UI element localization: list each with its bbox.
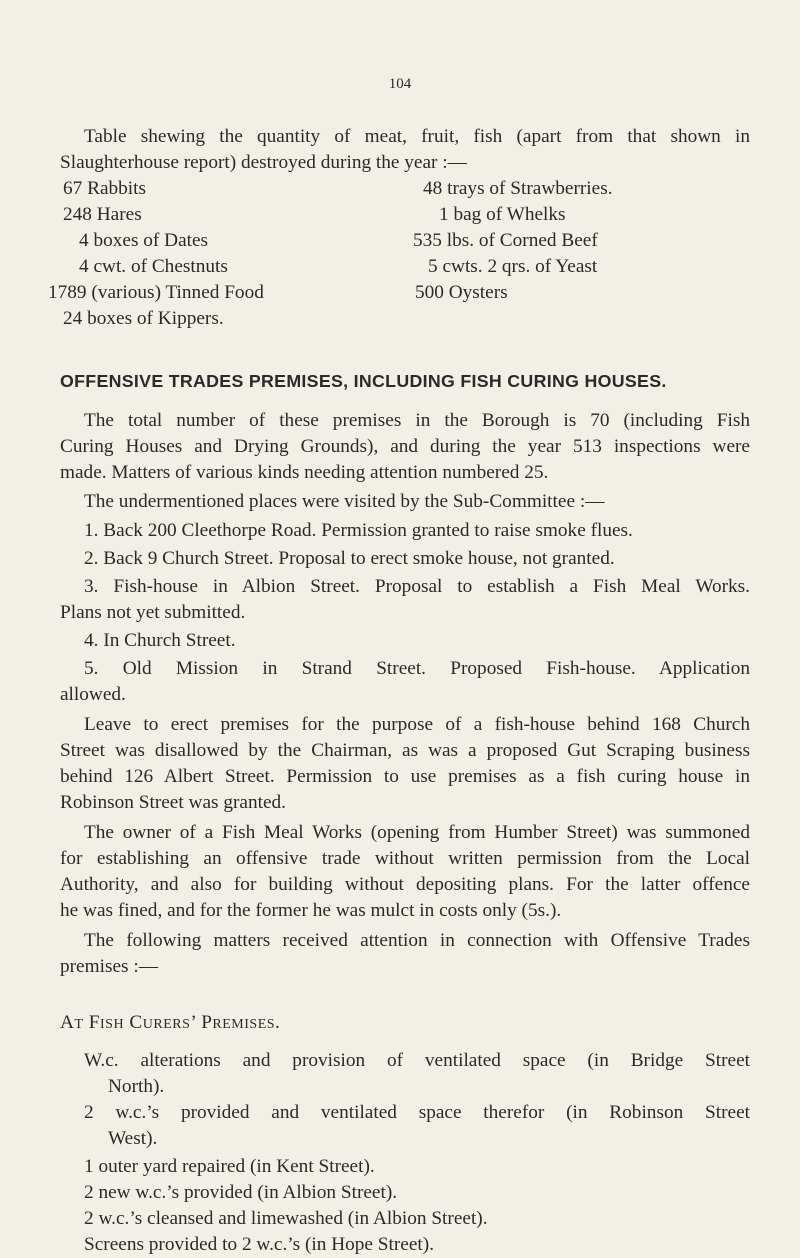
para4-line: he was fined, and for the former he was mulct in costs only (5s.). bbox=[60, 900, 562, 921]
list-item: 2 w.c.’s cleansed and limewashed (in Albion Street). bbox=[84, 1208, 488, 1229]
item-left: 248 Hares bbox=[63, 204, 142, 225]
para4-line: Authority, and also for building without depositing plans. For the latter offence bbox=[60, 874, 750, 895]
para1-line: Curing Houses and Drying Grounds), and during the year 513 inspections were bbox=[60, 436, 750, 457]
item-left: 67 Rabbits bbox=[63, 178, 147, 199]
list-item-continuation: North). bbox=[108, 1076, 165, 1097]
numbered-item: 3. Fish-house in Albion Street. Proposal to establish a Fish Meal Works. bbox=[84, 576, 750, 597]
para3-line: Street was disallowed by the Chairman, as was a proposed Gut Scraping business bbox=[60, 740, 750, 761]
item-left: 1789 (various) Tinned Food bbox=[48, 282, 264, 303]
para5-line: premises :— bbox=[60, 956, 158, 977]
numbered-item: 2. Back 9 Church Street. Proposal to erect smoke house, not granted. bbox=[84, 548, 615, 569]
para1-line: The total number of these premises in the Borough is 70 (including Fish bbox=[84, 410, 750, 431]
intro-line-2: Slaughterhouse report) destroyed during the year :— bbox=[60, 152, 467, 173]
section-heading: OFFENSIVE TRADES PREMISES, INCLUDING FISH CURING HOUSES. bbox=[60, 371, 667, 391]
para3-line: Robinson Street was granted. bbox=[60, 792, 286, 813]
item-right: 500 Oysters bbox=[415, 282, 508, 303]
numbered-item: 5. Old Mission in Strand Street. Proposed Fish-house. Application bbox=[84, 658, 750, 679]
para4-line: The owner of a Fish Meal Works (opening from Humber Street) was summoned bbox=[84, 822, 750, 843]
item-right: 5 cwts. 2 qrs. of Yeast bbox=[428, 256, 598, 277]
page-number: 104 bbox=[388, 76, 412, 92]
para2: The undermentioned places were visited by the Sub-Committee :— bbox=[84, 491, 605, 512]
numbered-item: 4. In Church Street. bbox=[84, 630, 236, 651]
item-left: 4 cwt. of Chestnuts bbox=[79, 256, 228, 277]
list-item: 2 new w.c.’s provided (in Albion Street). bbox=[84, 1182, 398, 1203]
item-right: 1 bag of Whelks bbox=[439, 204, 566, 225]
para4-line: for establishing an offensive trade without written permission from the Local bbox=[60, 848, 750, 869]
para3-line: Leave to erect premises for the purpose of a fish-house behind 168 Church bbox=[84, 714, 750, 735]
intro-line-1: Table shewing the quantity of meat, fruit, fish (apart from that shown in bbox=[84, 126, 750, 147]
list-item: W.c. alterations and provision of ventilated space (in Bridge Street bbox=[84, 1050, 750, 1071]
numbered-item: 1. Back 200 Cleethorpe Road. Permission granted to raise smoke flues. bbox=[84, 520, 633, 541]
item-right: 48 trays of Strawberries. bbox=[423, 178, 613, 199]
numbered-item-continuation: allowed. bbox=[60, 684, 126, 705]
list-item: 1 outer yard repaired (in Kent Street). bbox=[84, 1156, 375, 1177]
para3-line: behind 126 Albert Street. Permission to use premises as a fish curing house in bbox=[60, 766, 750, 787]
item-right: 535 lbs. of Corned Beef bbox=[413, 230, 598, 251]
item-left: 4 boxes of Dates bbox=[79, 230, 209, 251]
para1-line: made. Matters of various kinds needing attention numbered 25. bbox=[60, 462, 549, 483]
list-item: Screens provided to 2 w.c.’s (in Hope Street). bbox=[84, 1234, 435, 1255]
subheading: At Fish Curers’ Premises. bbox=[60, 1012, 281, 1033]
list-item: 2 w.c.’s provided and ventilated space therefor (in Robinson Street bbox=[84, 1102, 750, 1123]
list-item-continuation: West). bbox=[108, 1128, 158, 1149]
numbered-item-continuation: Plans not yet submitted. bbox=[60, 602, 246, 623]
item-left: 24 boxes of Kippers. bbox=[63, 308, 224, 329]
para5-line: The following matters received attention in connection with Offensive Trades bbox=[84, 930, 750, 951]
